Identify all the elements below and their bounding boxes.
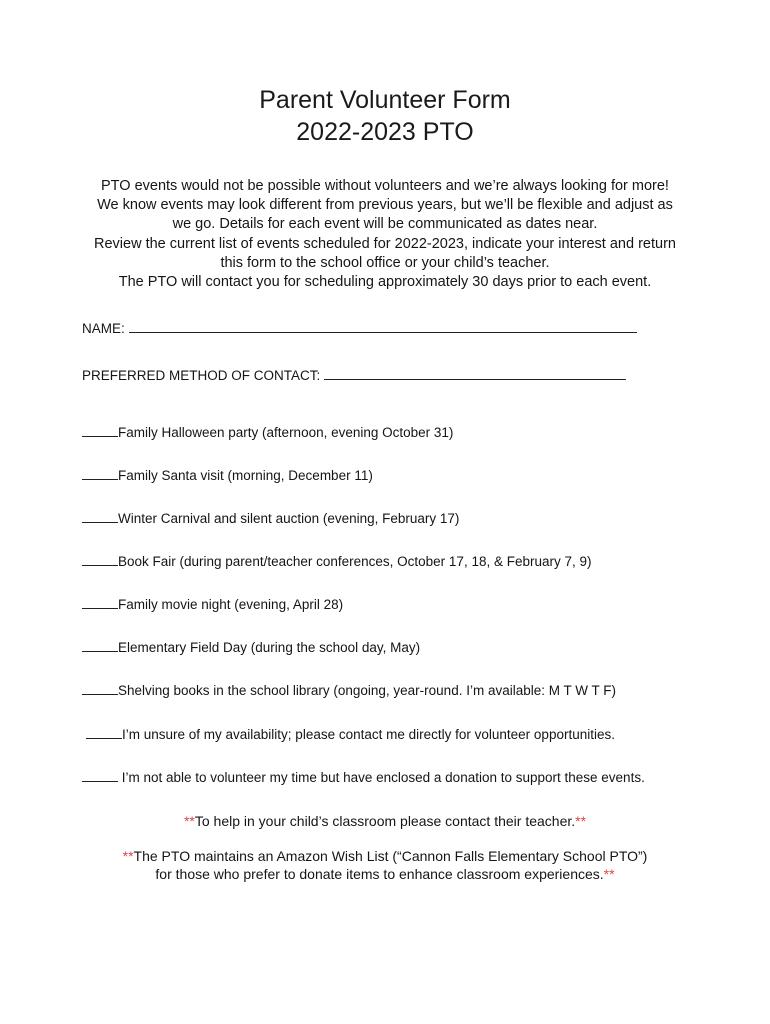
contact-field xyxy=(82,367,626,383)
event-checkbox-line[interactable] xyxy=(82,467,118,480)
event-label: I’m unsure of my availability; please contact me directly for volunteer opportunities. xyxy=(122,727,615,742)
event-checkbox-line[interactable] xyxy=(82,553,118,566)
name-blank-line[interactable] xyxy=(129,320,637,333)
event-item xyxy=(82,553,592,569)
classroom-note xyxy=(0,812,770,830)
event-item xyxy=(82,769,645,785)
form-title: Parent Volunteer Form xyxy=(259,86,511,114)
event-item xyxy=(82,596,343,612)
form-subtitle-year: 2022-2023 PTO xyxy=(296,118,474,146)
event-item xyxy=(82,510,459,526)
event-checkbox-line[interactable] xyxy=(82,596,118,609)
event-item xyxy=(82,424,453,440)
event-item xyxy=(82,682,616,698)
event-label: Book Fair (during parent/teacher conferences, October 17, 18, & February 7, 9) xyxy=(118,554,592,569)
wishlist-line xyxy=(0,865,770,883)
asterisk-marker: ** xyxy=(603,866,615,882)
event-label: Elementary Field Day (during the school day, May) xyxy=(118,640,421,655)
classroom-note-text: To help in your child’s classroom please contact their teacher. xyxy=(194,813,576,829)
event-item xyxy=(86,726,615,742)
intro-line: PTO events would not be possible without volunteers and we’re always looking for more! xyxy=(101,178,669,194)
event-checkbox-line[interactable] xyxy=(82,510,118,523)
wishlist-line xyxy=(0,847,770,865)
wishlist-note xyxy=(0,847,770,883)
asterisk-marker: ** xyxy=(122,848,134,864)
event-checkbox-line[interactable] xyxy=(86,726,122,739)
event-label: Family movie night (evening, April 28) xyxy=(118,597,344,612)
intro-line: Review the current list of events scheduled for 2022-2023, indicate your interest and return xyxy=(94,235,676,252)
event-label: Shelving books in the school library (ongoing, year-round. I’m available: M T W T F) xyxy=(118,683,616,698)
event-item xyxy=(82,467,373,483)
contact-blank-line[interactable] xyxy=(324,367,626,380)
intro-paragraph xyxy=(60,177,710,292)
event-checkbox-line[interactable] xyxy=(82,769,118,782)
event-label: Family Santa visit (morning, December 11) xyxy=(118,468,373,483)
asterisk-marker: ** xyxy=(183,813,195,829)
event-label: Winter Carnival and silent auction (evening, February 17) xyxy=(118,511,460,526)
wishlist-text-1: The PTO maintains an Amazon Wish List (“Cannon Falls Elementary School PTO”) xyxy=(133,848,648,864)
wishlist-text-2: for those who prefer to donate items to enhance classroom experiences. xyxy=(155,866,604,882)
intro-line: We know events may look different from previous years, but we’ll be flexible and adjust as xyxy=(97,197,673,214)
contact-label: PREFERRED METHOD OF CONTACT: xyxy=(82,368,321,383)
event-checkbox-line[interactable] xyxy=(82,424,118,437)
intro-line: we go. Details for each event will be communicated as dates near. xyxy=(172,216,598,233)
intro-line: this form to the school office or your child’s teacher. xyxy=(220,254,550,271)
event-item xyxy=(82,639,420,655)
event-checkbox-line[interactable] xyxy=(82,639,118,652)
name-label: NAME: xyxy=(82,321,125,336)
asterisk-marker: ** xyxy=(575,813,587,829)
name-field xyxy=(82,320,637,336)
event-label: Family Halloween party (afternoon, evening October 31) xyxy=(118,425,454,440)
event-checkbox-line[interactable] xyxy=(82,682,118,695)
intro-line: The PTO will contact you for scheduling approximately 30 days prior to each event. xyxy=(118,274,652,291)
event-label: I’m not able to volunteer my time but have enclosed a donation to support these events. xyxy=(118,770,645,785)
